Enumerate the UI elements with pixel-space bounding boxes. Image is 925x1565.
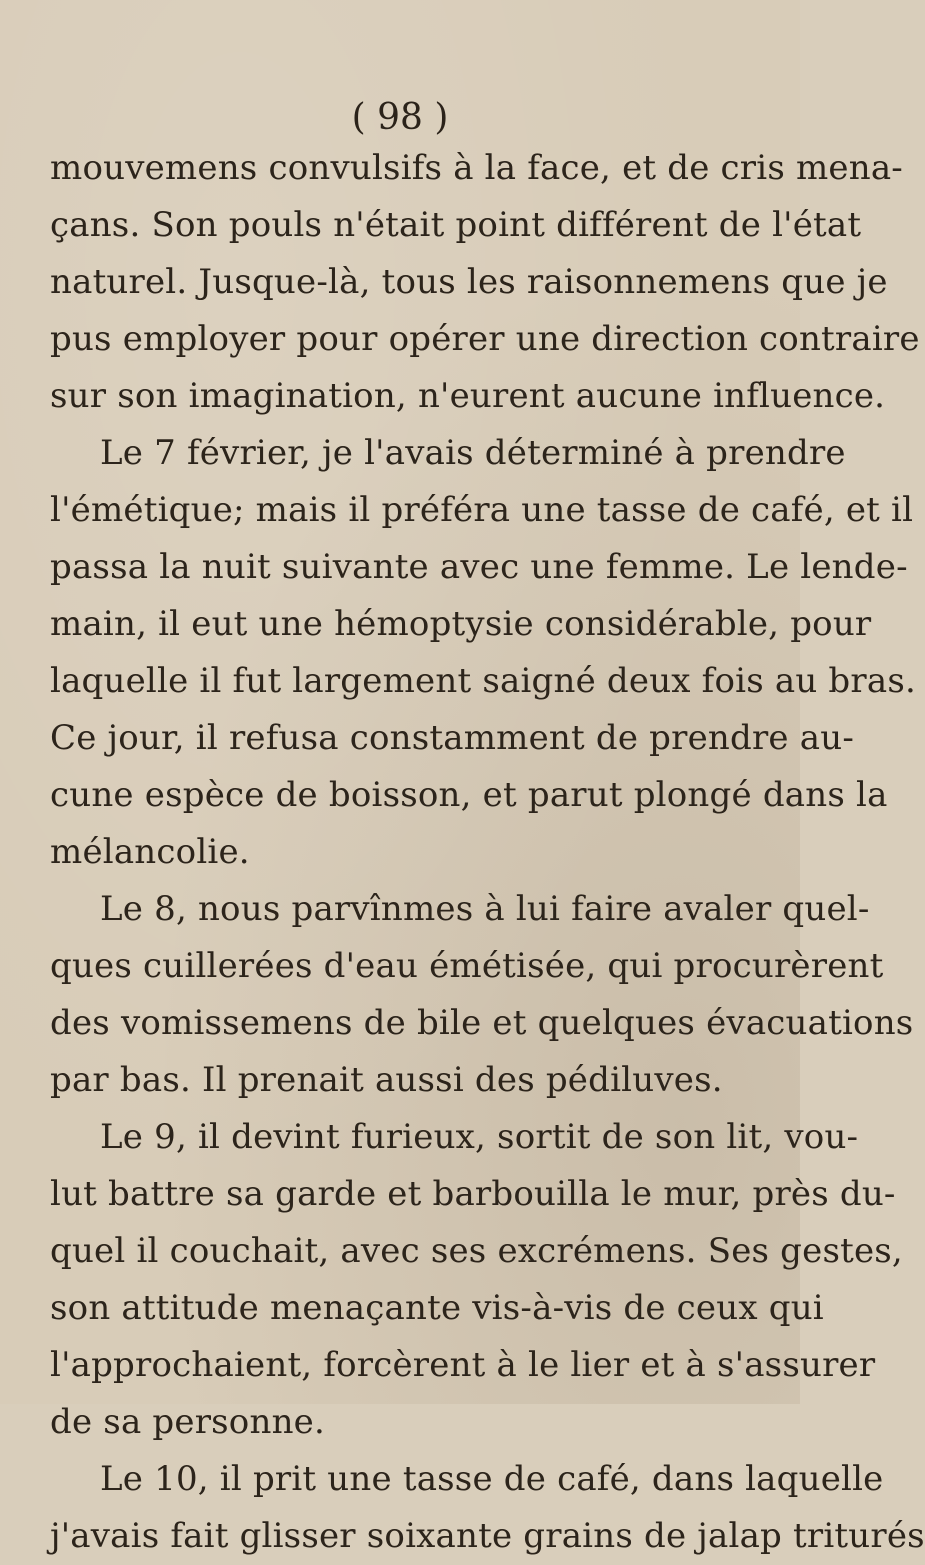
text-line: laquelle il fut largement saigné deux fois au bras.	[50, 661, 916, 701]
paragraph-start-line: Le 7 février, je l'avais déterminé à prendre	[100, 433, 846, 473]
text-line: de sa personne.	[50, 1402, 325, 1442]
text-line: l'approchaient, forcèrent à le lier et à s'assurer	[50, 1345, 876, 1385]
text-line: Ce jour, il refusa constamment de prendre au-	[50, 718, 855, 758]
text-line: main, il eut une hémoptysie considérable, pour	[50, 604, 872, 644]
paragraph-start-line: Le 8, nous parvînmes à lui faire avaler quel-	[100, 889, 870, 929]
paragraph-start-line: Le 9, il devint furieux, sortit de son lit, vou-	[100, 1117, 859, 1157]
text-line: pus employer pour opérer une direction contraire	[50, 319, 920, 359]
text-line: passa la nuit suivante avec une femme. Le lende-	[50, 547, 908, 587]
body-text	[50, 140, 925, 1565]
text-line: çans. Son pouls n'était point différent de l'état	[50, 205, 862, 245]
text-line: cune espèce de boisson, et parut plongé dans la	[50, 775, 888, 815]
text-line: mélancolie.	[50, 832, 250, 872]
text-line: quel il couchait, avec ses excrémens. Ses gestes,	[50, 1231, 903, 1271]
text-line: son attitude menaçante vis-à-vis de ceux qui	[50, 1288, 824, 1328]
text-line: ques cuillerées d'eau émétisée, qui procurèrent	[50, 946, 884, 986]
text-line: l'émétique; mais il préféra une tasse de café, et il	[50, 490, 914, 530]
text-line: lut battre sa garde et barbouilla le mur, près du-	[50, 1174, 896, 1214]
page-number: ( 98 )	[351, 97, 449, 138]
text-line: j'avais fait glisser soixante grains de jalap triturés	[50, 1516, 925, 1556]
text-line: des vomissemens de bile et quelques évacuations	[50, 1003, 914, 1043]
text-line: naturel. Jusque-là, tous les raisonnemens que je	[50, 262, 888, 302]
paragraph-start-line: Le 10, il prit une tasse de café, dans laquelle	[100, 1459, 884, 1499]
text-line: par bas. Il prenait aussi des pédiluves.	[50, 1060, 723, 1100]
text-line: mouvemens convulsifs à la face, et de cris mena-	[50, 148, 903, 188]
text-line: sur son imagination, n'eurent aucune influence.	[50, 376, 886, 416]
